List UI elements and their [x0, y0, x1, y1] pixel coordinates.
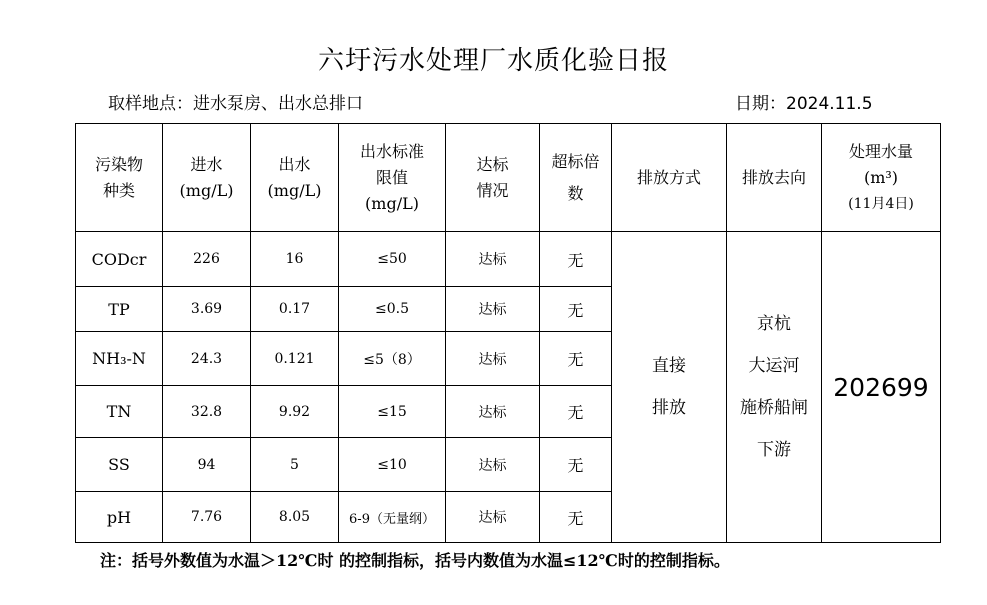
footnote: 注：括号外数值为水温＞12℃时 的控制指标，括号内数值为水温≤12℃时的控制指标。	[100, 551, 730, 570]
pollutant-name: TN	[76, 386, 163, 438]
inflow-value: 32.8	[163, 386, 251, 438]
header-status-line1: 达标	[476, 154, 509, 174]
status-value: 达标	[446, 332, 540, 386]
outflow-value: 16	[251, 232, 339, 287]
header-inflow-line2: (mg/L)	[179, 180, 234, 200]
discharge-dest-cell	[727, 232, 822, 543]
pollutant-name: TP	[76, 287, 163, 332]
header-status	[446, 124, 540, 232]
header-inflow	[163, 124, 251, 232]
pollutant-name: CODcr	[76, 232, 163, 287]
header-volume-line2: (m³)	[863, 167, 899, 187]
header-row	[76, 124, 941, 232]
limit-value: 6-9（无量纲）	[339, 492, 446, 543]
pollutant-name: SS	[76, 438, 163, 492]
header-volume	[822, 124, 941, 232]
header-outflow-line2: (mg/L)	[267, 180, 322, 200]
header-volume-line3: (11月4日)	[848, 195, 914, 212]
header-discharge-dest: 排放去向	[727, 124, 822, 232]
header-outflow-line1: 出水	[278, 154, 311, 174]
outflow-value: 0.17	[251, 287, 339, 332]
header-limit	[339, 124, 446, 232]
discharge-method-line2: 排放	[652, 398, 686, 418]
pollutant-name: NH₃-N	[76, 332, 163, 386]
discharge-dest-line2: 大运河	[748, 356, 800, 376]
discharge-method-cell	[612, 232, 727, 543]
inflow-value: 24.3	[163, 332, 251, 386]
header-pollutant-line1: 污染物	[94, 154, 143, 174]
header-exceed	[540, 124, 612, 232]
exceed-value: 无	[540, 386, 612, 438]
header-limit-line3: (mg/L)	[365, 193, 419, 213]
discharge-dest-line3: 施桥船闸	[740, 398, 808, 418]
exceed-value: 无	[540, 232, 612, 287]
exceed-value: 无	[540, 438, 612, 492]
water-quality-table	[75, 123, 941, 543]
limit-value: ≤50	[339, 232, 446, 287]
discharge-dest-line1: 京杭	[757, 314, 791, 334]
outflow-value: 5	[251, 438, 339, 492]
outflow-value: 9.92	[251, 386, 339, 438]
header-status-line2: 情况	[476, 180, 509, 200]
header-pollutant	[76, 124, 163, 232]
report-date: 日期：2024.11.5	[735, 94, 873, 114]
header-limit-line1: 出水标准	[359, 141, 424, 161]
outflow-value: 8.05	[251, 492, 339, 543]
report-title: 六圩污水处理厂水质化验日报	[317, 46, 669, 76]
exceed-value: 无	[540, 492, 612, 543]
sampling-location: 取样地点：进水泵房、出水总排口	[108, 94, 363, 114]
limit-value: ≤10	[339, 438, 446, 492]
discharge-method-line1: 直接	[652, 356, 686, 376]
pollutant-name: pH	[76, 492, 163, 543]
status-value: 达标	[446, 492, 540, 543]
header-outflow	[251, 124, 339, 232]
discharge-dest-line4: 下游	[757, 440, 791, 460]
outflow-value: 0.121	[251, 332, 339, 386]
table-row	[76, 232, 941, 287]
inflow-value: 94	[163, 438, 251, 492]
inflow-value: 3.69	[163, 287, 251, 332]
header-limit-line2: 限值	[375, 167, 408, 187]
status-value: 达标	[446, 438, 540, 492]
status-value: 达标	[446, 386, 540, 438]
status-value: 达标	[446, 287, 540, 332]
exceed-value: 无	[540, 287, 612, 332]
header-pollutant-line2: 种类	[102, 180, 135, 200]
limit-value: ≤0.5	[339, 287, 446, 332]
exceed-value: 无	[540, 332, 612, 386]
header-exceed-line2: 数	[567, 183, 584, 203]
treated-volume-value: 202699	[822, 232, 941, 543]
inflow-value: 226	[163, 232, 251, 287]
header-discharge-method: 排放方式	[612, 124, 727, 232]
limit-value: ≤5（8）	[339, 332, 446, 386]
header-exceed-line1: 超标倍	[551, 151, 600, 171]
inflow-value: 7.76	[163, 492, 251, 543]
status-value: 达标	[446, 232, 540, 287]
limit-value: ≤15	[339, 386, 446, 438]
header-inflow-line1: 进水	[190, 154, 223, 174]
header-volume-line1: 处理水量	[848, 141, 913, 161]
